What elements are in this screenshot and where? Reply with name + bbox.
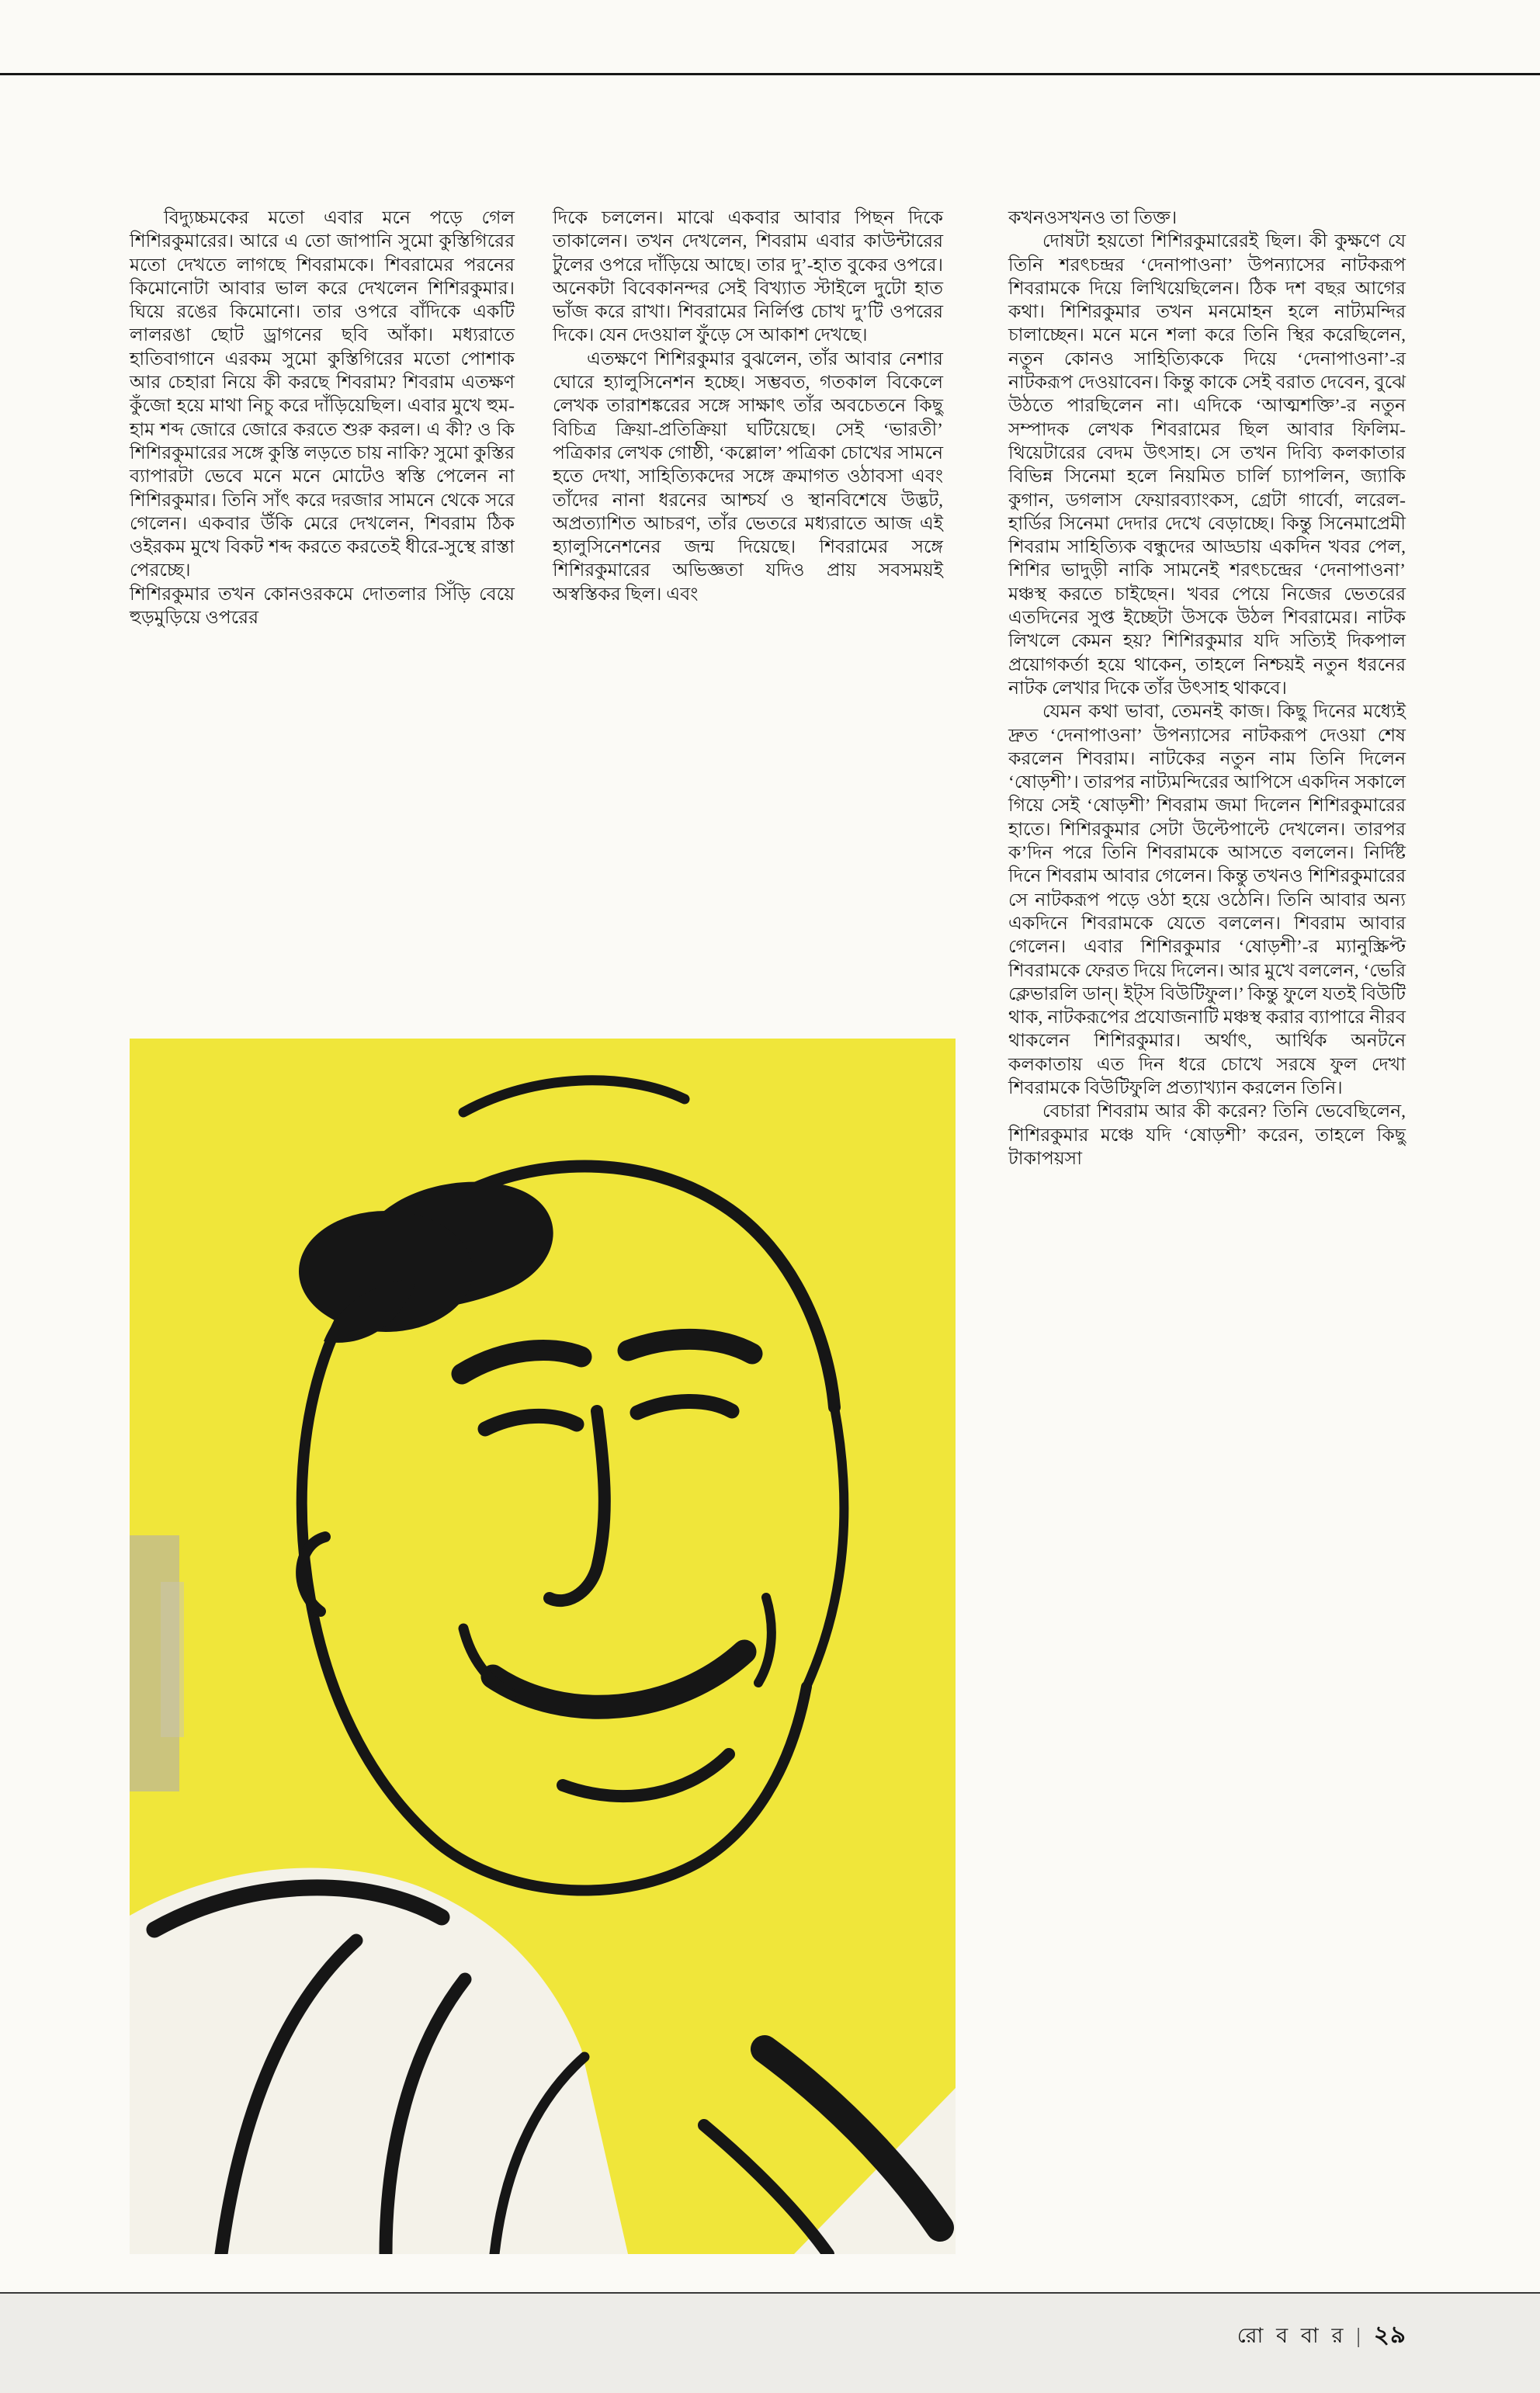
portrait-illustration (130, 1039, 956, 2254)
paragraph: কখনওসখনও তা তিক্ত। (1008, 208, 1178, 228)
top-rule (0, 73, 1540, 75)
article-column-1 (130, 206, 515, 629)
article-column-3 (1008, 206, 1406, 1170)
paragraph: বেচারা শিবরাম আর কী করেন? তিনি ভেবেছিলেন, শিশিরকুমার মঞ্চে যদি ‘ষোড়শী’ করেন, তাহলে কিছু টাকাপয়সা (1008, 1101, 1406, 1169)
article-column-2 (553, 206, 943, 606)
page-number: ২৯ (1373, 2321, 1406, 2348)
paragraph: দিকে চললেন। মাঝে একবার আবার পিছন দিকে তাকালেন। তখন দেখলেন, শিবরাম এবার কাউন্টারের টুলের ওপরে দাঁড়িয়ে আছে। তার দু’-হাত বুকের ওপরে। অনেকটা বিবেকানন্দর সেই বিখ্যাত স্টাইলে দুটো হাত ভাঁজ করে রাখা। শিবরামের নির্লিপ্ত চোখ দু’টি ওপরের দিকে। যেন দেওয়াল ফুঁড়ে সে আকাশ দেখছে। (553, 208, 943, 346)
magazine-name: রো ব বা র (1237, 2324, 1348, 2347)
footer-rule (0, 2292, 1540, 2294)
footer-separator: | (1356, 2324, 1365, 2347)
brush-ink-portrait-svg (130, 1039, 956, 2254)
paragraph: এতক্ষণে শিশিরকুমার বুঝলেন, তাঁর আবার নেশার ঘোরে হ্যালুসিনেশন হচ্ছে। সম্ভবত, গতকাল বিকেলে লেখক তারাশঙ্করের সঙ্গে সাক্ষাৎ তাঁর অবচেতনে কিছু বিচিত্র ক্রিয়া-প্রতিক্রিয়া ঘটিয়েছে। সেই ‘ভারতী’ পত্রিকার লেখক গোষ্ঠী, ‘কল্লোল’ পত্রিকা চোখের সামনে হতে দেখা, সাহিত্যিকদের সঙ্গে ক্রমাগত ওঠাবসা এবং তাঁদের নানা ধরনের আশ্চর্য ও স্থানবিশেষে উদ্ভট, অপ্রত্যাশিত আচরণ, তাঁর ভেতরে মধ্যরাতে আজ এই হ্যালুসিনেশনের জন্ম দিয়েছে। শিবরামের সঙ্গে শিশিরকুমারের অভিজ্ঞতা যদিও প্রায় সবসময়ই অস্বস্তিকর ছিল। এবং (553, 349, 943, 605)
paragraph: যেমন কথা ভাবা, তেমনই কাজ। কিছু দিনের মধ্যেই দ্রুত ‘দেনাপাওনা’ উপন্যাসের নাটকরূপ দেওয়া শেষ করলেন শিবরাম। নাটকের নতুন নাম তিনি দিলেন ‘ষোড়শী’। তারপর নাট্যমন্দিরের আপিসে একদিন সকালে গিয়ে সেই ‘ষোড়শী’ শিবরাম জমা দিলেন শিশিরকুমারের হাতে। শিশিরকুমার সেটা উল্টেপাল্টে দেখলেন। তারপর ক’দিন পরে তিনি শিবরামকে আসতে বললেন। নির্দিষ্ট দিনে শিবরাম আবার গেলেন। কিন্তু তখনও শিশিরকুমারের সে নাটকরূপ পড়ে ওঠা হয়ে ওঠেনি। তিনি আবার অন্য একদিনে শিবরামকে যেতে বললেন। শিবরাম আবার গেলেন। এবার শিশিরকুমার ‘ষোড়শী’-র ম্যানুস্ক্রিপ্ট শিবরামকে ফেরত দিয়ে দিলেন। আর মুখে বললেন, ‘ভেরি ক্লেভারলি ডান্‌। ইট্‌স বিউটিফুল।’ কিন্তু ফুলে যতই বিউটি থাক, নাটকরূপের প্রযোজনাটি মঞ্চস্থ করার ব্যাপারে নীরব থাকলেন শিশিরকুমার। অর্থাৎ, আর্থিক অনটনে কলকাতায় এত দিন ধরে চোখে সরষে ফুল দেখা শিবরামকে বিউটিফুলি প্রত্যাখ্যান করলেন তিনি। (1008, 702, 1406, 1098)
paragraph: বিদ্যুচ্চমকের মতো এবার মনে পড়ে গেল শিশিরকুমারের। আরে এ তো জাপানি সুমো কুস্তিগিরের মতো দেখতে লাগছে শিবরামকে। শিবরামের পরনের কিমোনোটা আবার ভাল করে দেখলেন শিশিরকুমার। ঘিয়ে রঙের কিমোনো। তার ওপরে বাঁদিকে একটি লালরঙা ছোট ড্রাগনের ছবি আঁকা। মধ্যরাতে হাতিবাগানে এরকম সুমো কুস্তিগিরের মতো পোশাক আর চেহারা নিয়ে কী করছে শিবরাম? শিবরাম এতক্ষণ কুঁজো হয়ে মাথা নিচু করে দাঁড়িয়েছিল। এবার মুখে হুম-হাম শব্দ জোরে জোরে করতে শুরু করল। এ কী? ও কি শিশিরকুমারের সঙ্গে কুস্তি লড়তে চায় নাকি? সুমো কুস্তির ব্যাপারটা ভেবে মনে মনে মোটেও স্বস্তি পেলেন না শিশিরকুমার। তিনি সাঁৎ করে দরজার সামনে থেকে সরে গেলেন। একবার উঁকি মেরে দেখলেন, শিবরাম ঠিক ওইরকম মুখে বিকট শব্দ করতে করতেই ধীরে-সুস্থে রাস্তা পেরচ্ছে। (130, 208, 515, 581)
footer (1237, 2316, 1406, 2357)
paragraph: দোষটা হয়তো শিশিরকুমারেরই ছিল। কী কুক্ষণে যে তিনি শরৎচন্দ্রর ‘দেনাপাওনা’ উপন্যাসের নাটকরূপ শিবরামকে দিয়ে লিখিয়েছিলেন। ঠিক দশ বছর আগের কথা। শিশিরকুমার তখন মনমোহন হলে নাট্যমন্দির চালাচ্ছেন। মনে মনে শলা করে তিনি স্থির করেছিলেন, নতুন কোনও সাহিত্যিককে দিয়ে ‘দেনাপাওনা’-র নাটকরূপ দেওয়াবেন। কিন্তু কাকে সেই বরাত দেবেন, বুঝে উঠতে পারছিলেন না। এদিকে ‘আত্মশক্তি’-র নতুন সম্পাদক লেখক শিবরামের ছিল আবার ফিলিম-থিয়েটারের বেদম উৎসাহ। সে তখন দিব্যি কলকাতার বিভিন্ন সিনেমা হলে নিয়মিত চার্লি চ্যাপলিন, জ্যাকি কুগান, ডগলাস ফেয়ারব্যাংকস, গ্রেটা গার্বো, লরেল-হার্ডির সিনেমা দেদার দেখে বেড়াচ্ছে। কিন্তু সিনেমাপ্রেমী শিবরাম সাহিত্যিক বন্ধুদের আড্ডায় একদিন খবর পেল, শিশির ভাদুড়ী নাকি সামনেই শরৎচন্দ্রের ‘দেনাপাওনা’ মঞ্চস্থ করতে চাইছেন। খবর পেয়ে নিজের ভেতরের এতদিনের সুপ্ত ইচ্ছেটা উসকে উঠল শিবরামের। নাটক লিখলে কেমন হয়? শিশিরকুমার যদি সত্যিই দিকপাল প্রয়োগকর্তা হয়ে থাকেন, তাহলে নিশ্চয়ই নতুন ধরনের নাটক লেখার দিকে তাঁর উৎসাহ থাকবে। (1008, 231, 1406, 699)
paragraph: শিশিরকুমার তখন কোনওরকমে দোতলার সিঁড়ি বেয়ে হুড়মুড়িয়ে ওপরের (130, 584, 515, 629)
